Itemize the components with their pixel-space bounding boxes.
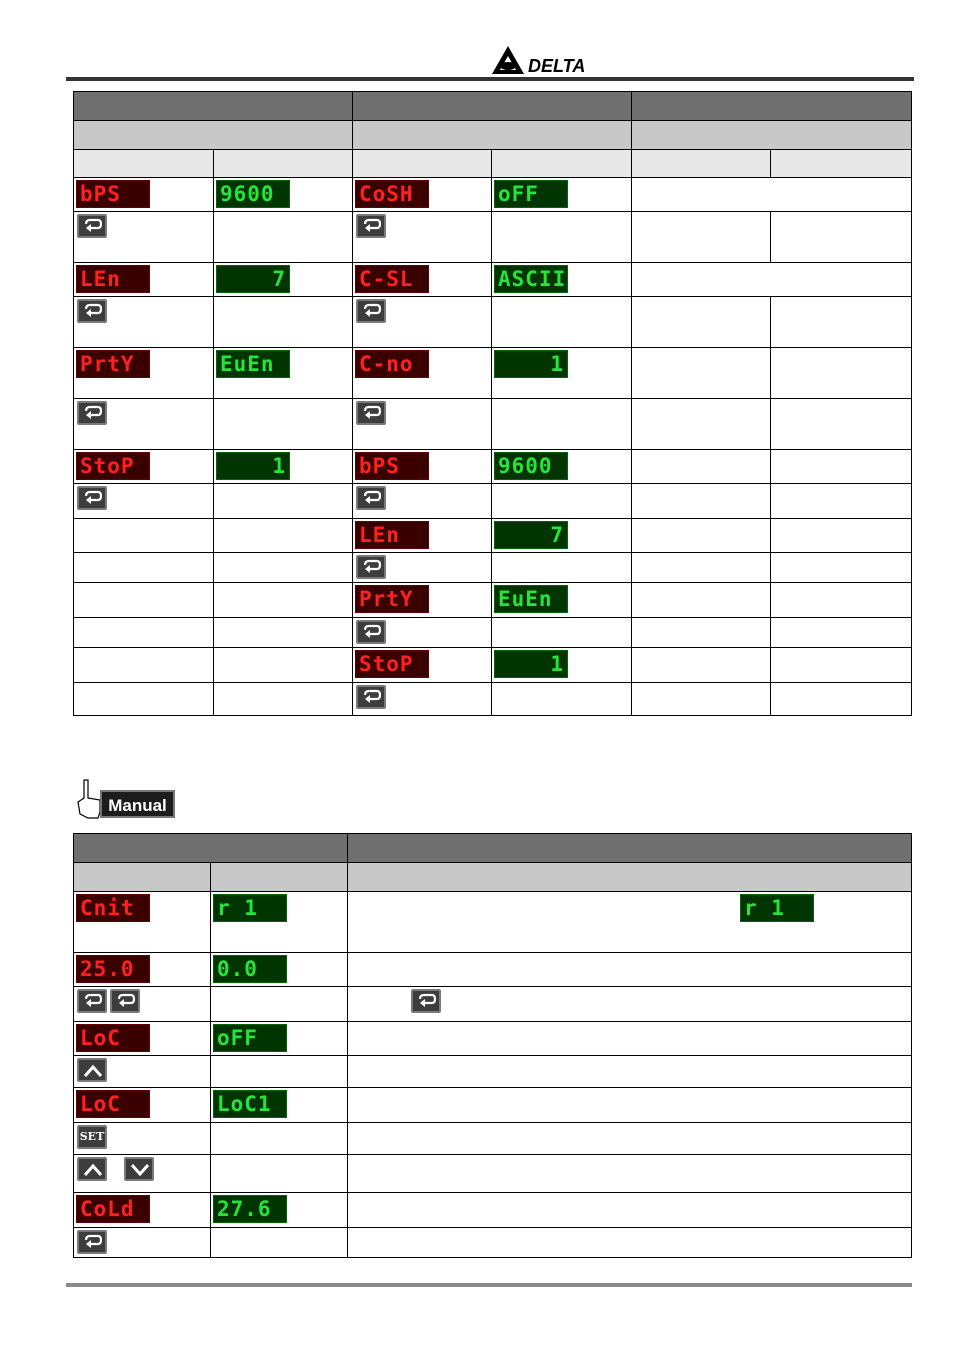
table2-subheader-cell (211, 863, 348, 892)
table2-subheader-cell (74, 863, 211, 892)
table-cell (353, 484, 492, 519)
table-cell (211, 1022, 348, 1056)
loop-key-icon (356, 555, 386, 579)
table-cell (74, 450, 214, 484)
table-cell (632, 348, 771, 399)
table-row (74, 648, 912, 683)
table-row (74, 892, 912, 953)
table-cell (771, 212, 912, 263)
table-cell (74, 583, 214, 618)
table-cell (353, 683, 492, 716)
table-cell (74, 618, 214, 648)
table-cell (74, 178, 214, 212)
pv-display: LoC (76, 1090, 150, 1118)
table1-header-cell (632, 92, 912, 121)
table-cell (353, 348, 492, 399)
sv-display: 1 (494, 350, 568, 378)
sv-display: ASCII (494, 265, 568, 293)
table-cell (214, 450, 353, 484)
table1-column-cell (74, 150, 214, 178)
table-cell (632, 618, 771, 648)
table-cell (211, 953, 348, 987)
table-cell (348, 1088, 912, 1123)
pv-display: StoP (76, 452, 150, 480)
sv-display: r 1 (740, 894, 814, 922)
loop-key-icon (110, 989, 140, 1013)
table-cell (348, 987, 912, 1022)
table-row (74, 1228, 912, 1258)
table-cell (74, 1088, 211, 1123)
up-arrow-key-icon (77, 1157, 107, 1181)
table-cell (214, 399, 353, 450)
table-row (74, 618, 912, 648)
loop-key-icon (77, 214, 107, 238)
table1-column-cell (353, 150, 492, 178)
table-cell (492, 648, 632, 683)
pv-display: LEn (76, 265, 150, 293)
loop-key-icon (77, 989, 107, 1013)
table1-subheader-cell (353, 121, 632, 150)
sv-display: oFF (213, 1024, 287, 1052)
table2-subheader-row (74, 863, 912, 892)
table-cell (771, 553, 912, 583)
table-cell (211, 1155, 348, 1193)
pv-display: StoP (355, 650, 429, 678)
brand-name: DELTA (528, 56, 586, 76)
manual-badge: Manual (100, 790, 175, 818)
table-cell (74, 1228, 211, 1258)
manual-procedure-table (73, 833, 912, 1258)
table-cell (492, 450, 632, 484)
table-cell (74, 1123, 211, 1155)
table-cell (771, 484, 912, 519)
table1-column-cell (771, 150, 912, 178)
table-cell (492, 263, 632, 297)
pv-display: PrtY (76, 350, 150, 378)
footer-rule (66, 1283, 912, 1287)
table-cell (214, 648, 353, 683)
table-row (74, 297, 912, 348)
table-cell (771, 348, 912, 399)
table-cell (353, 263, 492, 297)
table2-header-row (74, 834, 912, 863)
sv-display: 7 (216, 265, 290, 293)
table-cell (74, 484, 214, 519)
loop-key-icon (77, 401, 107, 425)
set-key-icon (77, 1125, 107, 1149)
table1-header-row (74, 92, 912, 121)
pv-display: CoSH (355, 180, 429, 208)
pv-display: Cnit (76, 894, 150, 922)
table-cell (632, 484, 771, 519)
set-key-label: SET (79, 1130, 105, 1143)
loop-key-icon (77, 1230, 107, 1254)
table-cell (74, 212, 214, 263)
table-cell (771, 519, 912, 553)
table1-subheader-row (74, 121, 912, 150)
table-row (74, 553, 912, 583)
table-cell (74, 1193, 211, 1228)
table1-subheader-cell (74, 121, 353, 150)
communication-settings-table (73, 91, 912, 716)
table-cell (74, 892, 211, 953)
table1-column-cell (492, 150, 632, 178)
table-cell (492, 212, 632, 263)
table-cell (211, 1123, 348, 1155)
sv-display: oFF (494, 180, 568, 208)
table-cell (632, 263, 912, 297)
pv-display: bPS (355, 452, 429, 480)
table-row (74, 450, 912, 484)
loop-key-icon (356, 486, 386, 510)
table-cell (74, 519, 214, 553)
pv-display: C-SL (355, 265, 429, 293)
sv-display: 9600 (216, 180, 290, 208)
table-cell (353, 212, 492, 263)
table-cell (353, 648, 492, 683)
pv-display: CoLd (76, 1195, 150, 1223)
table-cell (214, 212, 353, 263)
table-cell (632, 178, 912, 212)
table-row (74, 399, 912, 450)
table-cell (211, 987, 348, 1022)
loop-key-icon (356, 214, 386, 238)
table-row (74, 212, 912, 263)
table-cell (214, 583, 353, 618)
table2-header-cell (74, 834, 348, 863)
table-row (74, 1022, 912, 1056)
table1-column-cell (632, 150, 771, 178)
table-cell (492, 297, 632, 348)
table-row (74, 1193, 912, 1228)
loop-key-icon (356, 620, 386, 644)
table-cell (211, 1088, 348, 1123)
table-cell (632, 519, 771, 553)
loop-key-icon (356, 299, 386, 323)
table-row (74, 519, 912, 553)
table-cell (353, 399, 492, 450)
table-row (74, 583, 912, 618)
pv-display: C-no (355, 350, 429, 378)
table-cell (353, 583, 492, 618)
table1-header-cell (74, 92, 353, 121)
table-row (74, 953, 912, 987)
sv-display: 27.6 (213, 1195, 287, 1223)
table-row (74, 178, 912, 212)
loop-key-icon (77, 299, 107, 323)
table-cell (632, 399, 771, 450)
table-row (74, 1123, 912, 1155)
pv-display: LEn (355, 521, 429, 549)
table-cell (492, 583, 632, 618)
table-cell (353, 553, 492, 583)
table-cell (74, 683, 214, 716)
table-cell (632, 648, 771, 683)
pv-display: PrtY (355, 585, 429, 613)
table-cell (214, 618, 353, 648)
sv-display: r 1 (213, 894, 287, 922)
table-cell (353, 618, 492, 648)
table-cell (492, 553, 632, 583)
pv-display: 25.0 (76, 955, 150, 983)
table-cell (348, 1123, 912, 1155)
table-cell (771, 583, 912, 618)
table1-header-cell (353, 92, 632, 121)
table-cell (348, 1228, 912, 1258)
table2-subheader-cell (348, 863, 912, 892)
table-cell (214, 683, 353, 716)
table-cell (771, 297, 912, 348)
loop-key-icon (356, 401, 386, 425)
table-cell (74, 648, 214, 683)
table-row (74, 1088, 912, 1123)
table-cell (771, 618, 912, 648)
table-row (74, 263, 912, 297)
table-cell (632, 212, 771, 263)
table-cell (74, 553, 214, 583)
table-cell (353, 450, 492, 484)
table-row (74, 683, 912, 716)
table-cell (214, 297, 353, 348)
sv-display: 1 (216, 452, 290, 480)
table-cell (632, 450, 771, 484)
table-cell (74, 987, 211, 1022)
sv-display: LoC1 (213, 1090, 287, 1118)
loop-key-icon (411, 989, 441, 1013)
table-cell (632, 297, 771, 348)
table-cell (211, 892, 348, 953)
table-row (74, 484, 912, 519)
table-cell (348, 953, 912, 987)
table-cell (214, 178, 353, 212)
table-cell (74, 1155, 211, 1193)
table-cell (353, 519, 492, 553)
header-rule (66, 77, 914, 81)
sv-display: 0.0 (213, 955, 287, 983)
table-cell (348, 1056, 912, 1088)
pv-display: LoC (76, 1024, 150, 1052)
table-cell (353, 297, 492, 348)
table-cell (74, 1056, 211, 1088)
table-cell (214, 348, 353, 399)
table-row (74, 348, 912, 399)
table-cell (492, 178, 632, 212)
sv-display: EuEn (216, 350, 290, 378)
table1-subheader-cell (632, 121, 912, 150)
table1-column-row (74, 150, 912, 178)
table-cell (214, 484, 353, 519)
table-cell (74, 297, 214, 348)
sv-display: 9600 (494, 452, 568, 480)
loop-key-icon (356, 685, 386, 709)
table-cell (214, 263, 353, 297)
loop-key-icon (77, 486, 107, 510)
sv-display: 7 (494, 521, 568, 549)
table-cell (211, 1056, 348, 1088)
table2-header-cell (348, 834, 912, 863)
table-cell (771, 450, 912, 484)
sv-display: 1 (494, 650, 568, 678)
table-cell (211, 1193, 348, 1228)
table-cell (771, 683, 912, 716)
table-cell (632, 583, 771, 618)
table-row (74, 1155, 912, 1193)
table-row (74, 987, 912, 1022)
table-cell (74, 263, 214, 297)
table-cell (348, 892, 912, 953)
table-cell (492, 683, 632, 716)
table-cell (492, 348, 632, 399)
table-cell (771, 399, 912, 450)
table-cell (492, 519, 632, 553)
table-cell (632, 553, 771, 583)
table1-column-cell (214, 150, 353, 178)
down-arrow-key-icon (124, 1157, 154, 1181)
table-cell (353, 178, 492, 212)
pv-display: bPS (76, 180, 150, 208)
table-cell (214, 519, 353, 553)
up-arrow-key-icon (77, 1058, 107, 1082)
table-cell (348, 1155, 912, 1193)
table-cell (492, 484, 632, 519)
table-cell (348, 1022, 912, 1056)
table-cell (74, 399, 214, 450)
table-cell (632, 683, 771, 716)
sv-display: EuEn (494, 585, 568, 613)
table-cell (74, 348, 214, 399)
table-cell (492, 399, 632, 450)
table-cell (214, 553, 353, 583)
table-cell (74, 1022, 211, 1056)
table-cell (211, 1228, 348, 1258)
table-cell (771, 648, 912, 683)
table-cell (74, 953, 211, 987)
table-cell (348, 1193, 912, 1228)
table-cell (492, 618, 632, 648)
table-row (74, 1056, 912, 1088)
